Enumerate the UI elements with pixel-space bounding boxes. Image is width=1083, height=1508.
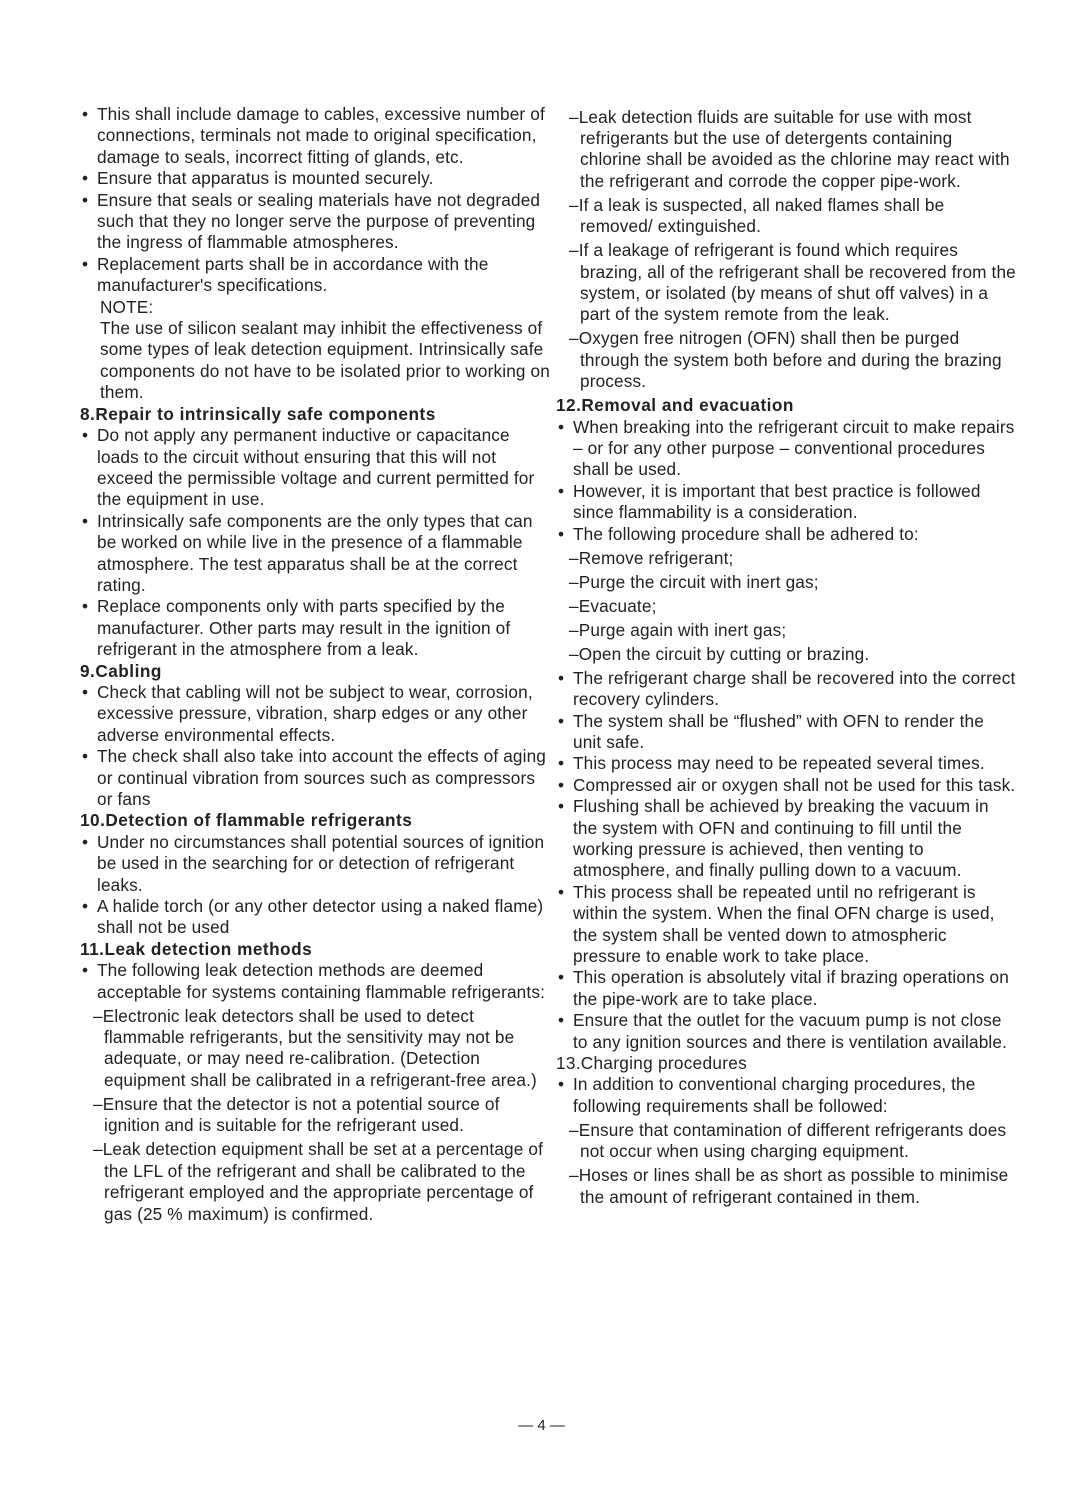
left-column [80, 104, 550, 1228]
bullet-item: • This process shall be repeated until no refrigerant is within the system. When the final OFN charge is used, the system shall be vented down to atmospheric pressure to enable work to take place. [556, 882, 1016, 968]
section-heading: 10.Detection of flammable refrigerants [80, 810, 413, 831]
dash-item: –If a leak is suspected, all naked flames shall be removed/ extinguished. [569, 194, 945, 237]
dash-item: –Ensure that the detector is not a potential source of ignition and is suitable for the refrigerant used. [93, 1093, 500, 1136]
section-heading: 11.Leak detection methods [80, 938, 313, 959]
right-column [556, 104, 1016, 1211]
section-heading: 12.Removal and evacuation [556, 395, 794, 416]
dash-item: –Purge the circuit with inert gas; [569, 571, 819, 592]
dash-item: –Ensure that contamination of different refrigerants does not occur when using charging equipment. [569, 1119, 1007, 1162]
bullet-item: • The check shall also take into account the effects of aging or continual vibration from sources such as compressors or fans [80, 746, 550, 810]
bullet-item: • This shall include damage to cables, excessive number of connections, terminals not made to original specification, damage to seals, incorrect fitting of glands, etc. [80, 104, 550, 168]
bullet-item: • The refrigerant charge shall be recovered into the correct recovery cylinders. [556, 668, 1016, 711]
bullet-item: • Flushing shall be achieved by breaking the vacuum in the system with OFN and continuing to fill until the working pressure is achieved, then venting to atmosphere, and finally pulling down to a vacuum. [556, 796, 1016, 882]
bullet-item: • In addition to conventional charging procedures, the following requirements shall be followed: [556, 1074, 1016, 1117]
bullet-item: • Compressed air or oxygen shall not be used for this task. [556, 775, 1016, 796]
dash-item: –If a leakage of refrigerant is found which requires brazing, all of the refrigerant shall be recovered from the system, or isolated (by means of shut off valves) in a part of the system remote from the leak. [569, 240, 1016, 325]
bullet-item: • Intrinsically safe components are the only types that can be worked on while live in the presence of a flammable atmosphere. The test apparatus shall be at the correct rating. [80, 511, 550, 597]
dash-item: –Electronic leak detectors shall be used to detect flammable refrigerants, but the sensitivity may not be adequate, or may need re-calibration. (Detection equipment shall be calibrated in a refrigerant-free area.) [93, 1005, 537, 1090]
bullet-item: • The system shall be “flushed” with OFN to render the unit safe. [556, 711, 1016, 754]
bullet-item: • Replacement parts shall be in accordance with the manufacturer's specifications. [80, 254, 550, 297]
dash-item: –Remove refrigerant; [569, 547, 734, 568]
section-heading: 8.Repair to intrinsically safe components [80, 403, 436, 424]
bullet-item: • Under no circumstances shall potential sources of ignition be used in the searching for or detection of refrigerant leaks. [80, 832, 550, 896]
note-label: NOTE: [100, 296, 154, 317]
page-number: — 4 — [518, 1417, 565, 1434]
bullet-item: • When breaking into the refrigerant circuit to make repairs – or for any other purpose – conventional procedures shall be used. [556, 417, 1016, 481]
dash-item: –Oxygen free nitrogen (OFN) shall then be purged through the system both before and during the brazing process. [569, 328, 1002, 392]
bullet-item: • A halide torch (or any other detector using a naked flame) shall not be used [80, 896, 550, 939]
section-heading: 9.Cabling [80, 660, 162, 681]
dash-item: –Hoses or lines shall be as short as possible to minimise the amount of refrigerant contained in them. [569, 1165, 1009, 1207]
bullet-item: • This operation is absolutely vital if brazing operations on the pipe-work are to take place. [556, 967, 1016, 1010]
bullet-item: • Check that cabling will not be subject to wear, corrosion, excessive pressure, vibration, sharp edges or any other adverse environmental effects. [80, 682, 550, 746]
dash-item: –Leak detection equipment shall be set at a percentage of the LFL of the refrigerant and shall be calibrated to the refrigerant employed and the appropriate percentage of gas (25 % maximum) is confirmed. [93, 1139, 544, 1224]
bullet-item: • Replace components only with parts specified by the manufacturer. Other parts may result in the ignition of refrigerant in the atmosphere from a leak. [80, 596, 550, 660]
bullet-item: • Ensure that seals or sealing materials have not degraded such that they no longer serve the purpose of preventing the ingress of flammable atmospheres. [80, 190, 550, 254]
bullet-item: • However, it is important that best practice is followed since flammability is a consideration. [556, 481, 1016, 524]
bullet-item: • Do not apply any permanent inductive or capacitance loads to the circuit without ensuring that this will not exceed the permissible voltage and current permitted for the equipment in use. [80, 425, 550, 511]
dash-item: –Evacuate; [569, 595, 657, 616]
dash-item: –Open the circuit by cutting or brazing. [569, 643, 870, 664]
bullet-item: • The following procedure shall be adhered to: [556, 524, 1016, 545]
bullet-item: • Ensure that apparatus is mounted securely. [80, 168, 550, 189]
bullet-item: • This process may need to be repeated several times. [556, 753, 1016, 774]
dash-item: –Leak detection fluids are suitable for use with most refrigerants but the use of detergents containing chlorine shall be avoided as the chlorine may react with the refrigerant and corrode the copper pipe-work. [569, 106, 1010, 191]
bullet-item: • The following leak detection methods are deemed acceptable for systems containing flammable refrigerants: [80, 960, 550, 1003]
dash-item: –Purge again with inert gas; [569, 619, 787, 640]
bullet-item: • Ensure that the outlet for the vacuum pump is not close to any ignition sources and there is ventilation available. [556, 1010, 1016, 1053]
section-heading: 13.Charging procedures [556, 1053, 748, 1073]
note-text: The use of silicon sealant may inhibit the effectiveness of some types of leak detection equipment. Intrinsically safe components do not have to be isolated prior to working on them. [100, 318, 550, 403]
